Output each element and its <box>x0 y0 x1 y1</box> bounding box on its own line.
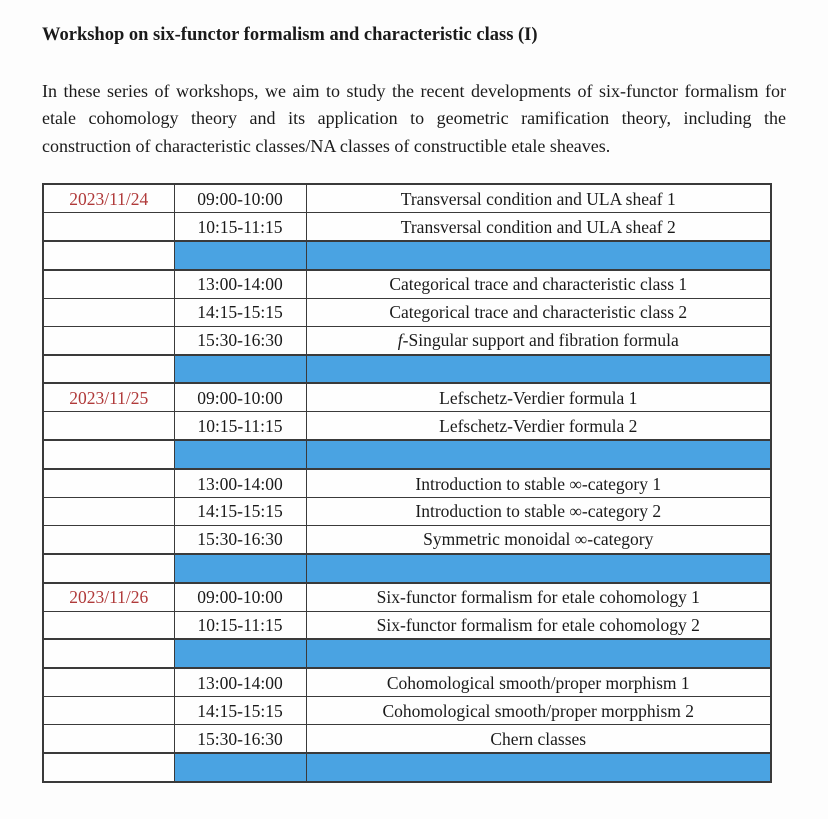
session-title-cell <box>306 355 771 384</box>
time-cell <box>174 440 306 469</box>
session-row <box>43 326 771 354</box>
session-title-cell <box>306 440 771 469</box>
time-cell <box>174 355 306 384</box>
date-cell <box>43 469 174 497</box>
time-cell: 14:15-15:15 <box>174 498 306 526</box>
break-row <box>43 241 771 270</box>
time-cell: 14:15-15:15 <box>174 298 306 326</box>
date-cell <box>43 270 174 298</box>
session-row <box>43 383 771 411</box>
break-row <box>43 639 771 668</box>
session-title-cell: Introduction to stable ∞-category 2 <box>306 498 771 526</box>
time-cell: 10:15-11:15 <box>174 213 306 241</box>
session-row <box>43 583 771 611</box>
date-cell <box>43 355 174 384</box>
session-title-cell: Lefschetz-Verdier formula 1 <box>306 383 771 411</box>
session-title-cell: Transversal condition and ULA sheaf 2 <box>306 213 771 241</box>
session-title-cell <box>306 554 771 583</box>
date-cell: 2023/11/25 <box>43 383 174 411</box>
break-row <box>43 753 771 782</box>
date-cell <box>43 326 174 354</box>
session-row <box>43 469 771 497</box>
time-cell <box>174 753 306 782</box>
time-cell: 10:15-11:15 <box>174 412 306 440</box>
time-cell: 09:00-10:00 <box>174 184 306 212</box>
session-title-cell: Six-functor formalism for etale cohomology 2 <box>306 611 771 639</box>
time-cell: 15:30-16:30 <box>174 725 306 753</box>
session-title-cell: Transversal condition and ULA sheaf 1 <box>306 184 771 212</box>
date-cell <box>43 440 174 469</box>
time-cell: 13:00-14:00 <box>174 270 306 298</box>
session-row <box>43 270 771 298</box>
date-cell <box>43 298 174 326</box>
date-cell <box>43 753 174 782</box>
intro-paragraph: In these series of workshops, we aim to study the recent developments of six-functor formalism for etale cohomology theory and its application to geometric ramification theory, including the construction of characteristic classes/NA classes of constructible etale sheaves. <box>42 81 786 156</box>
time-cell <box>174 554 306 583</box>
session-title-cell: Symmetric monoidal ∞-category <box>306 525 771 553</box>
date-cell <box>43 498 174 526</box>
session-title-cell: Categorical trace and characteristic class 1 <box>306 270 771 298</box>
date-cell <box>43 554 174 583</box>
date-cell <box>43 412 174 440</box>
time-cell: 13:00-14:00 <box>174 469 306 497</box>
date-cell <box>43 525 174 553</box>
session-row <box>43 498 771 526</box>
page-title: Workshop on six-functor formalism and characteristic class (I) <box>42 25 538 45</box>
session-row <box>43 298 771 326</box>
session-row <box>43 697 771 725</box>
time-cell: 09:00-10:00 <box>174 383 306 411</box>
date-cell <box>43 725 174 753</box>
schedule-table <box>42 183 772 783</box>
session-title-cell <box>306 241 771 270</box>
time-cell: 10:15-11:15 <box>174 611 306 639</box>
session-row <box>43 725 771 753</box>
break-row <box>43 440 771 469</box>
date-cell <box>43 241 174 270</box>
session-title-cell: Cohomological smooth/proper morpphism 2 <box>306 697 771 725</box>
time-cell: 14:15-15:15 <box>174 697 306 725</box>
session-title-cell: Chern classes <box>306 725 771 753</box>
session-title-cell: Introduction to stable ∞-category 1 <box>306 469 771 497</box>
session-title-cell: Categorical trace and characteristic class 2 <box>306 298 771 326</box>
date-cell <box>43 697 174 725</box>
session-row <box>43 412 771 440</box>
date-cell <box>43 611 174 639</box>
session-title-cell: Cohomological smooth/proper morphism 1 <box>306 668 771 696</box>
time-cell: 09:00-10:00 <box>174 583 306 611</box>
session-title-cell <box>306 753 771 782</box>
time-cell <box>174 241 306 270</box>
session-title-cell <box>306 639 771 668</box>
time-cell: 15:30-16:30 <box>174 525 306 553</box>
time-cell <box>174 639 306 668</box>
session-title-cell: Lefschetz-Verdier formula 2 <box>306 412 771 440</box>
session-row <box>43 525 771 553</box>
date-cell <box>43 668 174 696</box>
session-title-cell: Six-functor formalism for etale cohomology 1 <box>306 583 771 611</box>
session-row <box>43 611 771 639</box>
break-row <box>43 355 771 384</box>
date-cell <box>43 213 174 241</box>
date-cell: 2023/11/26 <box>43 583 174 611</box>
session-row <box>43 213 771 241</box>
schedule-body <box>43 184 771 782</box>
time-cell: 13:00-14:00 <box>174 668 306 696</box>
date-cell: 2023/11/24 <box>43 184 174 212</box>
session-row <box>43 668 771 696</box>
date-cell <box>43 639 174 668</box>
break-row <box>43 554 771 583</box>
time-cell: 15:30-16:30 <box>174 326 306 354</box>
session-row <box>43 184 771 212</box>
session-title-cell: f-Singular support and fibration formula <box>306 326 771 354</box>
